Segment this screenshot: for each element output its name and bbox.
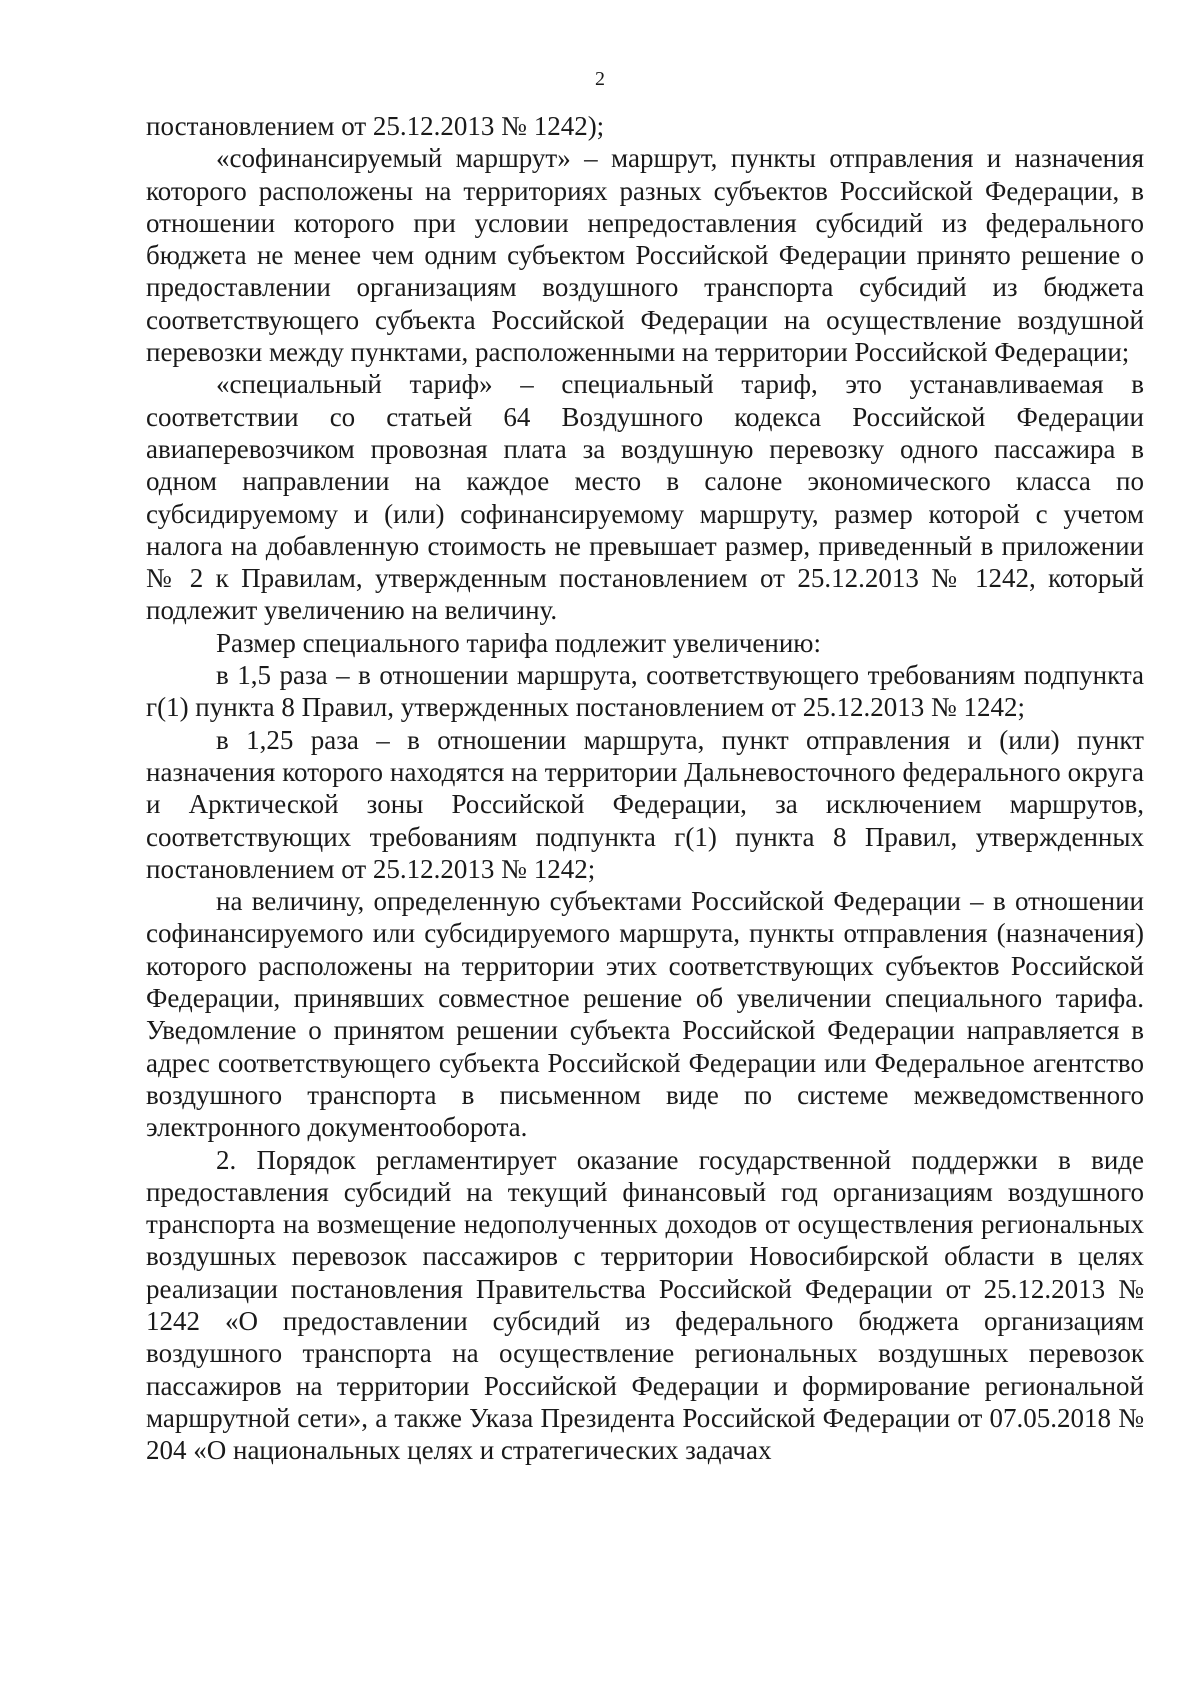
page-number: 2 [595, 68, 605, 90]
paragraph-increase-by-subjects: на величину, определенную субъектами Российской Федерации – в отношении софинансируемого или субсидируемого маршрута, пункты отправления (назначения) которого расположены на территории этих соответствующих субъектов Российской Федерации, принявших совместное решение об увеличении специального тарифа. Уведомление о принятом решении субъекта Российской Федерации направляется в адрес соответствующего субъекта Российской Федерации или Федеральное агентство воздушного транспорта в письменном виде по системе межведомственного электронного документооборота. [146, 886, 1144, 1143]
paragraph-continuation: постановлением от 25.12.2013 № 1242); [146, 111, 605, 141]
paragraph-increase-1-5: в 1,5 раза – в отношении маршрута, соответствующего требованиям подпункта г(1) пункта 8 Правил, утвержденных постановлением от 25.12.2013 № 1242; [146, 660, 1144, 723]
paragraph-cofinanced-route-definition: «софинансируемый маршрут» – маршрут, пункты отправления и назначения которого расположены на территориях разных субъектов Российской Федерации, в отношении которого при условии непредоставления субсидий из федерального бюджета не менее чем одним субъектом Российской Федерации принято решение о предоставлении организациям воздушного транспорта субсидий из бюджета соответствующего субъекта Российской Федерации на осуществление воздушной перевозки между пунктами, расположенными на территории Российской Федерации; [146, 143, 1144, 368]
paragraph-increase-1-25: в 1,25 раза – в отношении маршрута, пункт отправления и (или) пункт назначения которого находятся на территории Дальневосточного федерального округа и Арктической зоны Российской Федерации, за исключением маршрутов, соответствующих требованиям подпункта г(1) пункта 8 Правил, утвержденных постановлением от 25.12.2013 № 1242; [146, 724, 1144, 884]
paragraph-special-tariff-definition: «специальный тариф» – специальный тариф, это устанавливаемая в соответствии со статьей 64 Воздушного кодекса Российской Федерации авиаперевозчиком провозная плата за воздушную перевозку одного пассажира в одном направлении на каждое место в салоне экономического класса по субсидируемому и (или) софинансируемому маршруту, размер которой с учетом налога на добавленную стоимость не превышает размер, приведенный в приложении № 2 к Правилам, утвержденным постановлением от 25.12.2013 № 1242, который подлежит увеличению на величину. [146, 369, 1144, 626]
document-body [146, 110, 1144, 1466]
paragraph-section-2: 2. Порядок регламентирует оказание государственной поддержки в виде предоставления субсидий на текущий финансовый год организациям воздушного транспорта на возмещение недополученных доходов от осуществления региональных воздушных перевозок пассажиров с территории Новосибирской области в целях реализации постановления Правительства Российской Федерации от 25.12.2013 № 1242 «О предоставлении субсидий из федерального бюджета организациям воздушного транспорта на осуществление региональных воздушных перевозок пассажиров на территории Российской Федерации и формирование региональной маршрутной сети», а также Указа Президента Российской Федерации от 07.05.2018 № 204 «О национальных целях и стратегических задачах [146, 1144, 1144, 1466]
paragraph-tariff-increase-intro: Размер специального тарифа подлежит увеличению: [216, 627, 821, 658]
